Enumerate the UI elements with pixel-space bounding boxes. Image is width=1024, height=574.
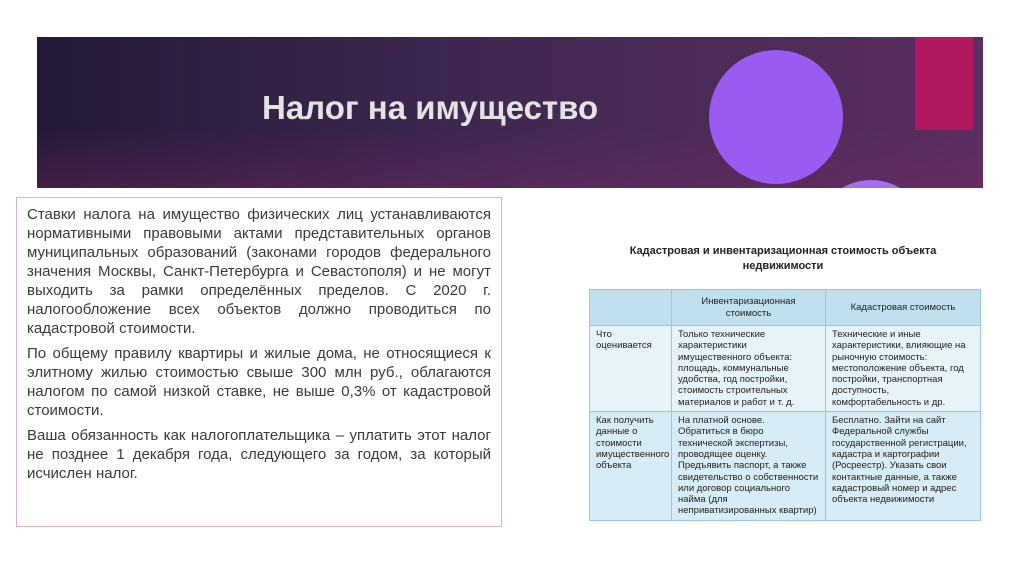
table-title: Кадастровая и инвентаризационная стоимость объекта недвижимости: [629, 245, 937, 272]
valuation-table: [589, 289, 981, 521]
cell-cadastral-what: Технические и иные характеристики, влияющие на рыночную стоимость: местоположение объекта, год постройки, транспортная доступность, комфортабельность и др.: [826, 326, 981, 412]
banner-gradient: [37, 128, 983, 188]
header-cadastral-value: Кадастровая стоимость: [826, 290, 981, 326]
decorative-circle-large: [709, 50, 843, 184]
paragraph-tax-rates: Ставки налога на имущество физических лиц устанавливаются нормативными правовыми актами представительных органов муниципальных образований (законами городов федерального значения Москвы, Санкт-Петербурга и Севастополя) и не могут выходить за рамки определённых пределов. С 2020 г. налогообложение всех объектов должно проводиться по кадастровой стоимости.: [27, 206, 491, 337]
table-row: [590, 326, 981, 412]
accent-rectangle: [915, 37, 973, 130]
header-inventory-value: Инвентаризационная стоимость: [672, 290, 826, 326]
text-box: [16, 197, 502, 527]
cell-inventory-how: На платной основе. Обратиться в бюро технической экспертизы, проводящее оценку. Предъявить паспорт, а также свидетельство о собственности или договор социального найма (для неприватизированных квартир): [672, 412, 826, 521]
cell-inventory-what: Только технические характеристики имущественного объекта: площадь, коммунальные удобства, год постройки, стоимость строительных материалов и работ и т. д.: [672, 326, 826, 412]
paragraph-obligation: Ваша обязанность как налогоплательщика – уплатить этот налог не позднее 1 декабря года, следующего за годом, за который исчислен налог.: [27, 427, 491, 482]
table-row: [590, 412, 981, 521]
row-label-what-assessed: Что оценивается: [590, 326, 672, 412]
paragraph-general-rule: По общему правилу квартиры и жилые дома, не относящиеся к элитному жилью стоимостью свыше 300 млн руб., облагаются налогом по самой низкой ставке, не выше 0,3% от кадастровой стоимости.: [27, 345, 491, 419]
cell-cadastral-how: Бесплатно. Зайти на сайт Федеральной службы государственной регистрации, кадастра и картографии (Росреестр). Указать свои контактные данные, а также кадастровый номер и адрес объекта недвижимости: [826, 412, 981, 521]
table-header-row: [590, 290, 981, 326]
slide-title: Налог на имущество: [262, 89, 599, 126]
header-empty: [590, 290, 672, 326]
row-label-how-obtain: Как получить данные о стоимости имущественного объекта: [590, 412, 672, 521]
